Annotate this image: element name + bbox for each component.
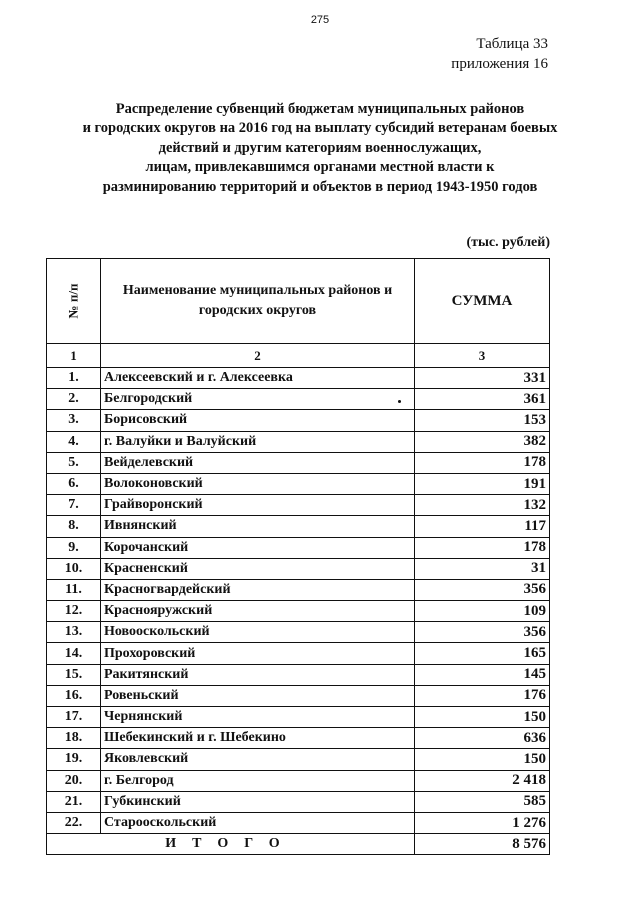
table-row <box>47 812 550 833</box>
table-row <box>47 368 550 389</box>
row-number: 4. <box>47 431 101 452</box>
row-number: 13. <box>47 622 101 643</box>
row-sum: 361 <box>415 389 550 410</box>
row-name: Алексеевский и г. Алексеевка <box>101 368 415 389</box>
row-number: 14. <box>47 643 101 664</box>
row-number: 17. <box>47 707 101 728</box>
row-name: Ровеньский <box>101 685 415 706</box>
document-title <box>40 100 600 197</box>
page-number: 275 <box>310 14 330 26</box>
row-number: 1. <box>47 368 101 389</box>
column-index-row <box>47 344 550 368</box>
table-row <box>47 749 550 770</box>
row-number: 16. <box>47 685 101 706</box>
row-name: Губкинский <box>101 791 415 812</box>
table-row <box>47 728 550 749</box>
row-number: 22. <box>47 812 101 833</box>
total-label: ИТОГО <box>47 834 415 855</box>
row-name: Борисовский <box>101 410 415 431</box>
row-name: Вейделевский <box>101 452 415 473</box>
table-row <box>47 601 550 622</box>
row-name: г. Белгород <box>101 770 415 791</box>
row-name: Прохоровский <box>101 643 415 664</box>
row-name: Волоконовский <box>101 473 415 494</box>
total-sum: 8 576 <box>415 834 550 855</box>
table-row <box>47 516 550 537</box>
row-sum: 132 <box>415 495 550 516</box>
row-number: 21. <box>47 791 101 812</box>
row-name: г. Валуйки и Валуйский <box>101 431 415 452</box>
row-number: 19. <box>47 749 101 770</box>
row-name: Красногвардейский <box>101 579 415 600</box>
row-name: Краснояружский <box>101 601 415 622</box>
title-line: действий и другим категориям военнослужащих, <box>158 139 482 156</box>
row-sum: 109 <box>415 601 550 622</box>
table-row <box>47 643 550 664</box>
row-number: 10. <box>47 558 101 579</box>
table-header-row <box>47 259 550 344</box>
table-row <box>47 452 550 473</box>
row-name: Старооскольский <box>101 812 415 833</box>
row-sum: 117 <box>415 516 550 537</box>
row-name: Белгородский <box>101 389 415 410</box>
table-row <box>47 622 550 643</box>
table-row <box>47 664 550 685</box>
row-number: 18. <box>47 728 101 749</box>
scan-speck <box>398 400 401 403</box>
row-name: Красненский <box>101 558 415 579</box>
row-name: Ивнянский <box>101 516 415 537</box>
row-number: 15. <box>47 664 101 685</box>
title-line: разминированию территорий и объектов в период 1943-1950 годов <box>102 178 538 195</box>
header-number: № п/п <box>47 259 101 344</box>
column-index: 2 <box>101 344 415 368</box>
table-row <box>47 791 550 812</box>
table-body <box>47 368 550 834</box>
appendix-reference-line: приложения 16 <box>451 56 548 72</box>
title-line: Распределение субвенций бюджетам муниципальных районов <box>115 101 525 117</box>
table-row <box>47 558 550 579</box>
row-sum: 178 <box>415 537 550 558</box>
row-name: Грайворонский <box>101 495 415 516</box>
row-number: 8. <box>47 516 101 537</box>
row-sum: 2 418 <box>415 770 550 791</box>
table-row <box>47 685 550 706</box>
column-index: 3 <box>415 344 550 368</box>
row-number: 11. <box>47 579 101 600</box>
row-sum: 178 <box>415 452 550 473</box>
row-sum: 150 <box>415 749 550 770</box>
title-line: лицам, привлекавшимся органами местной власти к <box>145 159 495 176</box>
column-index: 1 <box>47 344 101 368</box>
row-number: 6. <box>47 473 101 494</box>
row-number: 9. <box>47 537 101 558</box>
table-row <box>47 707 550 728</box>
row-sum: 356 <box>415 579 550 600</box>
row-sum: 145 <box>415 664 550 685</box>
subvention-table <box>46 258 550 855</box>
row-name: Новооскольский <box>101 622 415 643</box>
row-sum: 176 <box>415 685 550 706</box>
table-row <box>47 770 550 791</box>
units-label: (тыс. рублей) <box>466 235 550 250</box>
table-row <box>47 495 550 516</box>
row-sum: 356 <box>415 622 550 643</box>
row-sum: 382 <box>415 431 550 452</box>
table-reference <box>451 34 548 74</box>
row-sum: 31 <box>415 558 550 579</box>
row-sum: 331 <box>415 368 550 389</box>
row-number: 3. <box>47 410 101 431</box>
row-name: Шебекинский и г. Шебекино <box>101 728 415 749</box>
row-sum: 191 <box>415 473 550 494</box>
row-number: 7. <box>47 495 101 516</box>
table-row <box>47 431 550 452</box>
table-row <box>47 410 550 431</box>
row-sum: 165 <box>415 643 550 664</box>
row-number: 5. <box>47 452 101 473</box>
row-sum: 585 <box>415 791 550 812</box>
table-row <box>47 537 550 558</box>
row-sum: 636 <box>415 728 550 749</box>
title-line: и городских округов на 2016 год на выплату субсидий ветеранам боевых <box>82 120 558 137</box>
header-name: Наименование муниципальных районов и городских округов <box>101 259 415 344</box>
row-number: 20. <box>47 770 101 791</box>
row-name: Ракитянский <box>101 664 415 685</box>
table-row <box>47 473 550 494</box>
row-number: 12. <box>47 601 101 622</box>
row-name: Корочанский <box>101 537 415 558</box>
table-row <box>47 389 550 410</box>
table-reference-line: Таблица 33 <box>476 36 548 52</box>
row-sum: 153 <box>415 410 550 431</box>
row-sum: 150 <box>415 707 550 728</box>
row-name: Чернянский <box>101 707 415 728</box>
total-row <box>47 834 550 855</box>
header-sum: СУММА <box>415 259 550 344</box>
table-row <box>47 579 550 600</box>
row-number: 2. <box>47 389 101 410</box>
row-name: Яковлевский <box>101 749 415 770</box>
row-sum: 1 276 <box>415 812 550 833</box>
